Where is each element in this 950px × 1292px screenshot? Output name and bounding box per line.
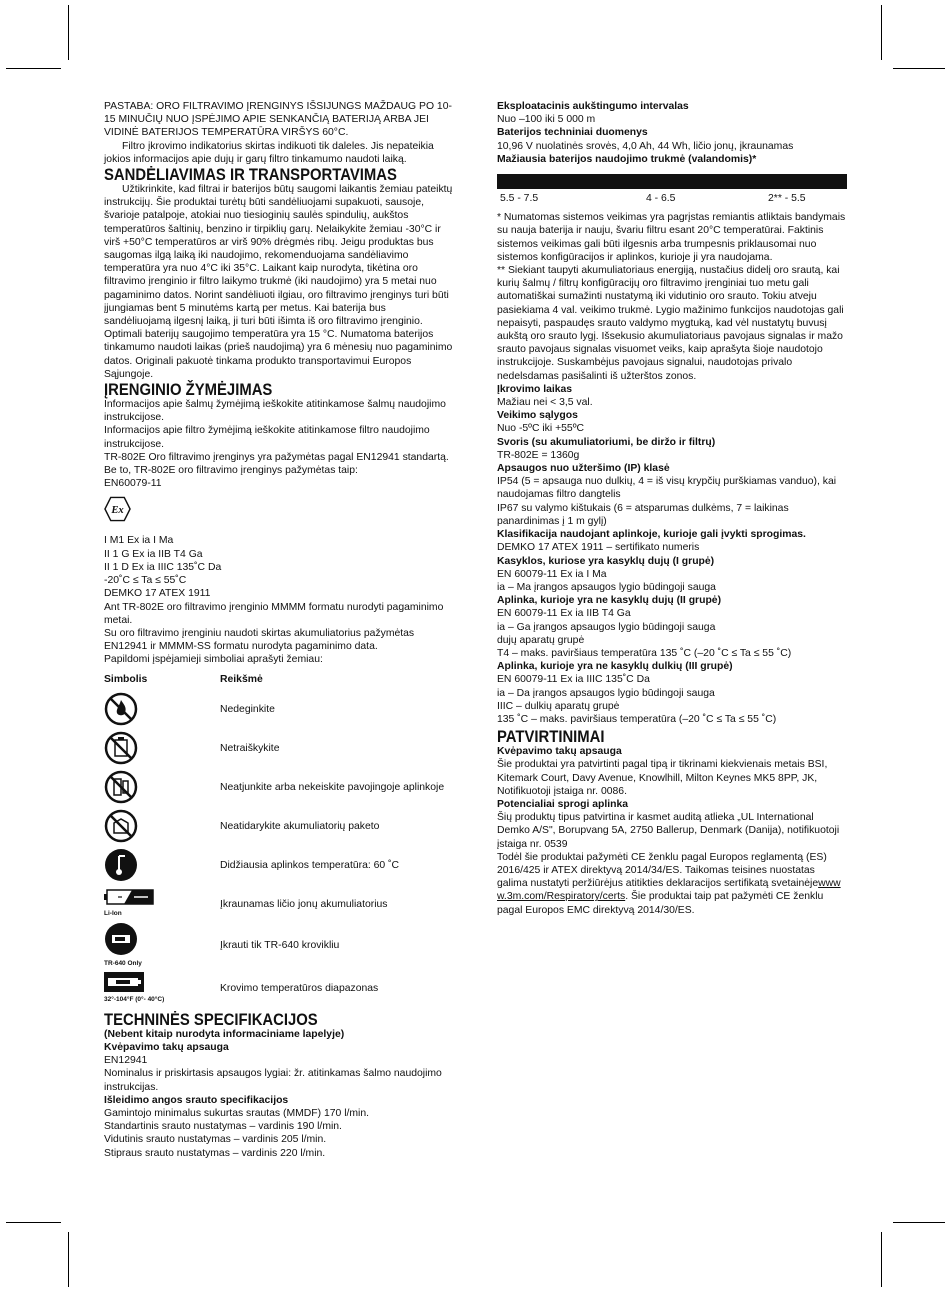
crop-mark [893, 68, 945, 69]
runtime-table-header-bar [497, 174, 847, 189]
crop-mark [6, 1222, 61, 1223]
mines-label: Kasyklos, kuriose yra kasyklų dujų (I grupė) [497, 555, 715, 567]
dust-line: IIIC – dulkių aparatų grupė [497, 700, 620, 712]
marking-line: Informacijos apie šalmų žymėjimą ieškokite atitinkamose šalmų naudojimo instrukcijose. [104, 399, 446, 424]
runtime-value: 4 - 6.5 [646, 193, 676, 205]
no-disassemble-icon [104, 731, 138, 765]
certs-link[interactable]: www w.3m.com/Respiratory/certs [497, 878, 841, 903]
symbol-caption: 32°-104°F (0°- 40°C) [104, 995, 165, 1003]
ce-text-before: Todėl šie produktai pažymėti CE ženklu pagal Europos reglamentą (ES) 2016/425 ir ATEX direktyvą 2014/34/ES. Taikomas teisines nuostatas galima nustatyti peržiūrėjus atitikties deklaracijos sertifikatą svetainėje [497, 851, 827, 890]
no-open-pack-icon [104, 809, 138, 843]
marking-line: TR-802E Oro filtravimo įrenginys yra pažymėtas pagal EN12941 standartą. Be to, TR-802E oro filtravimo įrenginys pažymėtas taip: [104, 451, 449, 477]
approvals-heading: PATVIRTINIMAI [497, 728, 605, 747]
gas-line: dujų aparatų grupė [497, 634, 585, 646]
ex-hexagon-icon [104, 496, 131, 522]
symbol-meaning: Didžiausia aplinkos temperatūra: 60 ˚C [220, 859, 400, 871]
symbols-table-header [104, 673, 454, 686]
ex-symbol-text: Ex [111, 505, 124, 517]
symbol-meaning: Neatjunkite arba nekeiskite pavojingoje aplinkoje [220, 781, 445, 793]
symbol-row [104, 968, 454, 1010]
symbol-row [104, 846, 454, 885]
atex-line: -20˚C ≤ Ta ≤ 55˚C [104, 575, 187, 587]
left-column [104, 100, 454, 1160]
classification-label: Klasifikacija naudojant aplinkoje, kurioje gali įvykti sprogimas. [497, 529, 806, 541]
atex-line: II 1 G Ex ia IIB T4 Ga [104, 548, 203, 560]
storage-text: Užtikrinkite, kad filtrai ir baterijos būtų saugomi laikantis žemiau pateiktų instrukcijų. Šie produktai turėtų būti sandėliuojami supakuoti, sausoje, švarioje patalpoje, atokiai nuo tiesioginių saulės spindulių, aukštos temperatūros šaltinių, benzino ir tirpiklių garų. Nelaikykite žemiau -30°C ir virš +50°C temperatūros ar virš 90% drėgmės ribų. Jeigu produktas bus saugomas ilgą laiką iki naudojimo, rekomenduojama sandėliavimo temperatūra yra nuo 4°C iki 35°C. Laikant kaip nurodyta, tikėtina oro filtravimo įrenginio ir filtro laikymo trukmė (iki naudojimo) yra 5 metai nuo pagaminimo datos. Norint sandėliuoti ilgiau, oro filtravimo įrenginys turi būti įjungiamas bent 5 minutėms kartą per metus. Kai baterija bus sandėliuojamą ilgesnį laiką, ji turi būti išimta iš oro filtravimo įrenginio. Optimali baterijų saugojimo temperatūra yra 15 °C. Numatoma baterijos tinkamumo naudoti laikas (prieš naudojimą) yra 6 mėnesių nuo pagaminimo datos. Originali pakuotė tinkama produkto transportavimui Europos Sąjungoje. [104, 184, 453, 380]
thermometer-icon [104, 848, 138, 882]
no-fire-icon [104, 692, 138, 726]
charge-time-label: Įkrovimo laikas [497, 383, 573, 395]
right-column [497, 100, 847, 917]
filter-indicator-note: Filtro įkrovimo indikatorius skirtas indikuoti tik daleles. Jis nepateikia jokios informacijos apie dujų ir garų filtro tinkamumo naudoti laiką. [104, 140, 434, 165]
specs-subtitle: (Nebent kitaip nurodyta informaciniame lapelyje) [104, 1028, 345, 1040]
symbol-caption: TR-640 Only [104, 959, 142, 967]
symbol-meaning: Įkrauti tik TR-640 krovikliu [220, 940, 340, 952]
battery-value: 10,96 V nuolatinės srovės, 4,0 Ah, 44 Wh, ličio jonų, įkraunamas [497, 140, 794, 152]
mines-line: EN 60079-11 Ex ia I Ma [497, 568, 607, 580]
ip-line: IP67 su valymo kištukais (6 = atsparumas dulkėms, 7 = laikinas panardinimas į 1 m gylį) [497, 502, 789, 527]
runtime-note: * Numatomas sistemos veikimas yra pagrįstas remiantis atliktais bandymais su nauja baterija ir nauju, švariu filtru esant 20°C temperatūrai. Faktinis sistemos veikimas gali būti ilgesnis arba trumpesnis priklausomai nuo sistemos konfigūracijos ir aplinkos, kurioje ji yra naudojama. [497, 212, 846, 263]
symbol-caption: Li-Ion [104, 910, 122, 918]
operating-conditions-value: Nuo -5ºC iki +55ºC [497, 423, 584, 435]
charge-temperature-icon [104, 972, 144, 992]
flow-line: Stipraus srauto nustatymas – vardinis 220 l/min. [104, 1147, 326, 1159]
symbol-row [104, 729, 454, 768]
symbol-row [104, 807, 454, 846]
runtime-label: Mažiausia baterijos naudojimo trukmė (valandomis)* [497, 153, 757, 165]
symbols-header-meaning: Reikšmė [220, 673, 263, 685]
symbol-meaning: Neatidarykite akumuliatorių paketo [220, 820, 380, 832]
atex-line: Ant TR-802E oro filtravimo įrenginio MMMM formatu nurodyti pagaminimo metai. [104, 601, 444, 626]
battery-shutdown-note: PASTABA: ORO FILTRAVIMO ĮRENGINYS IŠSIJUNGS MAŽDAUG PO 10-15 MINUČIŲ NUO ĮSPĖJIMO APIE SENKANČIĄ BATERIJĄ ARBA JEI VIDINĖ BATERIJOS TEMPERATŪRA VIRŠYS 60°C. [104, 101, 452, 139]
resp-protection-label: Kvėpavimo takų apsauga [104, 1041, 229, 1053]
gas-line: ia – Ga įrangos apsaugos lygio būdingoji sauga [497, 621, 716, 633]
flow-line: Gamintojo minimalus sukurtas srautas (MMDF) 170 l/min. [104, 1107, 370, 1119]
gas-line: EN 60079-11 Ex ia IIB T4 Ga [497, 608, 631, 620]
atex-line: I M1 Ex ia I Ma [104, 535, 174, 547]
charger-icon [104, 922, 138, 956]
crop-mark [893, 1222, 945, 1223]
dust-line: EN 60079-11 Ex ia IIIC 135˚C Da [497, 674, 650, 686]
atex-line: Su oro filtravimo įrenginiu naudoti skirtas akumuliatorius pažymėtas EN12941 ir MMMM-SS formatu nurodyta pagaminimo data. [104, 627, 415, 653]
resp-line: Nominalus ir priskirtasis apsaugos lygiai: žr. atitinkamas šalmo naudojimo instrukcijas. [104, 1068, 442, 1093]
crop-mark [881, 5, 882, 60]
crop-mark [6, 68, 61, 69]
marking-heading: ĮRENGINIO ŽYMĖJIMAS [104, 381, 273, 400]
crop-mark [881, 1232, 882, 1287]
ip-line: IP54 (5 = apsauga nuo dulkių, 4 = iš visų krypčių purškiamas vanduo), kai naudojamas filtro dangtelis [497, 476, 837, 501]
approvals-resp-text: Šie produktai yra patvirtinti pagal tipą ir tikrinami kiekvienais metais BSI, Kitemark Court, Davy Avenue, Knowlhill, Milton Keynes MK5 8PP, JK, Notifikuotoji įstaiga nr. 0086. [497, 759, 828, 797]
symbol-row [104, 885, 454, 924]
symbol-meaning: Krovimo temperatūros diapazonas [220, 983, 379, 995]
classification-value: DEMKO 17 ATEX 1911 – sertifikato numeris [497, 542, 700, 554]
resp-line: EN12941 [104, 1055, 148, 1067]
dust-line: 135 ˚C – maks. paviršiaus temperatūra (–20 ˚C ≤ Ta ≤ 55 ˚C) [497, 713, 777, 725]
marking-line: EN60079-11 [104, 478, 162, 490]
crop-mark [68, 5, 69, 60]
weight-value: TR-802E = 1360g [497, 449, 580, 461]
no-hazard-connect-icon [104, 770, 138, 804]
runtime-note: ** Siekiant taupyti akumuliatoriaus energiją, nustačius didelį oro srautą, kai kurių šalmų / filtrų konfigūracijų oro filtravimo įrenginiai tuo metu gali automatiškai sumažinti nustatymą iki vidutinio oro srauto. Tokiu atveju pasiekiama 4 val. veikimo trukmė. Lygio mažinimo funkcijos naudotojas gali nepaisyti, paspaudęs srauto valdymo mygtuką, kad vėl nustatytų buvusį aukštą oro srauto lygį. Išsekusio akumuliatoriaus pavojaus signalas ir mažo srauto pavojaus signalas visuomet veiks, kaip aprašyta šioje naudotojo instrukcijoje. Suskambėjus pavojaus signalui, naudotojas privalo nedelsdamas pasišalinti iš užterštos zonos. [497, 265, 844, 382]
symbols-header-symbol: Simbolis [104, 673, 148, 685]
ce-text [497, 851, 847, 917]
ip-class-label: Apsaugos nuo užteršimo (IP) klasė [497, 463, 670, 475]
runtime-value: 2** - 5.5 [768, 193, 806, 205]
specs-heading: TECHNINĖS SPECIFIKACIJOS [104, 1010, 318, 1029]
gas-label: Aplinka, kurioje yra ne kasyklų dujų (II grupė) [497, 595, 722, 607]
explosive-label: Potencialiai sprogi aplinka [497, 798, 629, 810]
symbol-meaning: Nedeginkite [220, 703, 275, 715]
symbol-meaning: Įkraunamas ličio jonų akumuliatorius [220, 898, 388, 910]
symbol-row [104, 768, 454, 807]
flow-line: Vidutinis srauto nustatymas – vardinis 205 l/min. [104, 1134, 327, 1146]
gas-line: T4 – maks. paviršiaus temperatūra 135 ˚C (–20 ˚C ≤ Ta ≤ 55 ˚C) [497, 647, 792, 659]
dust-line: ia – Da įrangos apsaugos lygio būdingoji sauga [497, 687, 715, 699]
symbol-row [104, 690, 454, 729]
flow-line: Standartinis srauto nustatymas – vardinis 190 l/min. [104, 1121, 342, 1133]
explosive-text: Šių produktų tipus patvirtina ir kasmet auditą atlieka „UL International Demko A/S", Borupvang 5A, 2750 Ballerup, Denmark (Danija), notifikuotoji įstaiga nr. 0539 [497, 812, 840, 850]
altitude-label: Eksploatacinis aukštingumo intervalas [497, 101, 689, 112]
storage-heading: SANDĖLIAVIMAS IR TRANSPORTAVIMAS [104, 166, 397, 185]
battery-label: Baterijos techniniai duomenys [497, 127, 648, 139]
marking-line: Informacijos apie filtro žymėjimą ieškokite atitinkamose filtro naudojimo instrukcijose. [104, 425, 430, 450]
dust-label: Aplinka, kurioje yra ne kasyklų dulkių (III grupė) [497, 661, 733, 673]
flow-label: Išleidimo angos srauto specifikacijos [104, 1094, 289, 1106]
atex-line: Papildomi įspėjamieji simboliai aprašyti žemiau: [104, 654, 323, 666]
symbol-row [104, 924, 454, 968]
ce-text-after: . Šie produktai taip pat pažymėti CE ženklu pagal Europos EMC direktyvą 2014/30/ES. [497, 891, 824, 916]
li-ion-battery-icon [104, 888, 156, 906]
charge-time-value: Mažiau nei < 3,5 val. [497, 397, 593, 409]
operating-conditions-label: Veikimo sąlygos [497, 410, 578, 422]
symbol-meaning: Netraiškykite [220, 742, 280, 754]
runtime-values-row [497, 192, 847, 205]
weight-label: Svoris (su akumuliatoriumi, be diržo ir filtrų) [497, 436, 716, 448]
mines-line: ia – Ma įrangos apsaugos lygio būdingoji sauga [497, 581, 716, 593]
atex-line: DEMKO 17 ATEX 1911 [104, 588, 211, 600]
atex-line: II 1 D Ex ia IIIC 135˚C Da [104, 561, 222, 573]
altitude-value: Nuo –100 iki 5 000 m [497, 114, 596, 126]
runtime-value: 5.5 - 7.5 [500, 193, 539, 205]
crop-mark [68, 1232, 69, 1287]
approvals-resp-label: Kvėpavimo takų apsauga [497, 746, 622, 758]
